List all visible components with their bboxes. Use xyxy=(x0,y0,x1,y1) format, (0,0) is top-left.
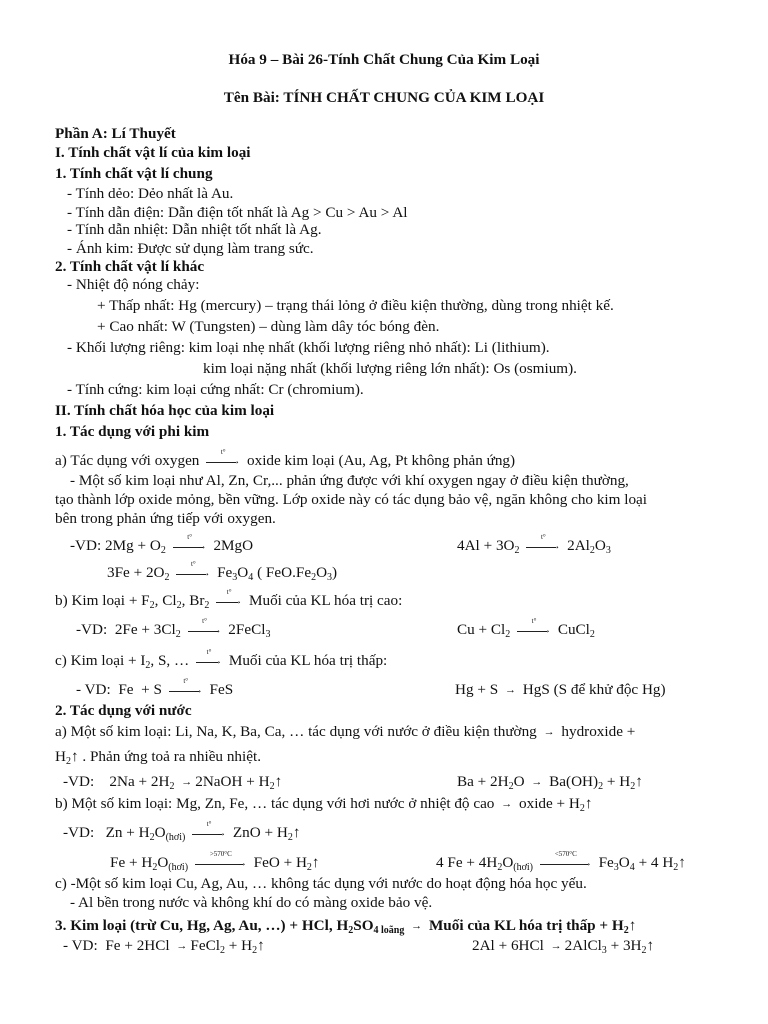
section-2-heading: II. Tính chất hóa học của kim loại xyxy=(55,402,275,419)
equation: - VD: Fe + 2HCl → FeCl$_2$ + $H_2↑$ xyxy=(63,937,265,956)
gas-up-icon: ↑ xyxy=(274,773,283,790)
phys-item: - Tính dẫn điện: Dẫn điện tốt nhất là Ag > Cu > Au > Al xyxy=(67,204,408,221)
water-a-line-2: $H_2↑$ . Phản ứng toả ra nhiều nhiệt. xyxy=(55,748,261,767)
equation: $4Al + 3O_2$ t° → $2Al_2O_3$ xyxy=(457,532,611,556)
heat-arrow-icon: t° → xyxy=(173,542,207,552)
equation: -VD: $2Mg + O_2$ t° → 2MgO xyxy=(70,532,254,556)
heat-arrow-icon: >570°C → xyxy=(195,859,247,869)
oxygen-para-3: bên trong phản ứng tiếp với oxygen. xyxy=(55,510,276,527)
example-label: -VD: xyxy=(63,824,95,841)
density-light: - Khối lượng riêng: kim loại nhẹ nhất (khối lượng riêng nhỏ nhất): Li (lithium). xyxy=(67,339,550,356)
iodine-sulfur-reaction: c) Kim loại + $I_2$, S, … t° → Muối của KL hóa trị thấp: xyxy=(55,647,388,671)
water-b-line: b) Một số kim loại: Mg, Zn, Fe, … tác dụng với hơi nước ở nhiệt độ cao → oxide + $H_2↑$ xyxy=(55,795,593,814)
gas-up-icon: ↑ xyxy=(584,795,593,812)
heat-arrow-icon: t° → xyxy=(206,457,240,467)
arrow-icon: → xyxy=(531,776,543,788)
phys-item: - Ánh kim: Được sử dụng làm trang sức. xyxy=(67,240,314,257)
heat-arrow-icon: <570°C → xyxy=(540,859,592,869)
arrow-icon: → xyxy=(504,684,516,696)
oxygen-para-1: - Một số kim loại như Al, Zn, Cr,... phản ứng được với khí oxygen ngay ở điều kiện thường, xyxy=(70,472,629,489)
melt-high: + Cao nhất: W (Tungsten) – dùng làm dây tóc bóng đèn. xyxy=(97,318,440,335)
section-2-1-heading: 1. Tác dụng với phi kim xyxy=(55,423,210,440)
example-label: -VD: xyxy=(70,537,102,554)
equation: $Ba + 2H_2O \to Ba(OH)_2$ + $H_2↑$ xyxy=(457,773,643,792)
water-c-line-1: c) -Một số kim loại Cu, Ag, Au, … không tác dụng với nước do hoạt động hóa học yếu. xyxy=(55,875,587,892)
equation: 2Al + 6HCl → 2AlCl$_3$ + $3H_2↑$ xyxy=(472,937,655,956)
arrow-icon: → xyxy=(181,776,193,788)
oxygen-para-2: tạo thành lớp oxide mỏng, bền vững. Lớp oxide này có tác dụng bảo vệ, ngăn không cho kim loại xyxy=(55,491,648,508)
section-1-1-heading: 1. Tính chất vật lí chung xyxy=(55,165,213,182)
gas-up-icon: ↑ xyxy=(311,854,320,871)
melt-low: + Thấp nhất: Hg (mercury) – trạng thái lỏng ở điều kiện thường, dùng trong nhiệt kế. xyxy=(97,297,614,314)
gas-up-icon: ↑ xyxy=(646,937,655,954)
equation: -VD: $Zn + H_2O_{(hơi)}$ t° → ZnO + $H_2↑$ xyxy=(63,819,301,843)
part-a-heading: Phần A: Lí Thuyết xyxy=(55,125,176,142)
arrow-icon: → xyxy=(176,940,188,952)
equation: $Cu + Cl_2$ t° → CuCl$_2$ xyxy=(457,616,595,640)
section-2-2-heading: 2. Tác dụng với nước xyxy=(55,702,192,719)
example-label: -VD: xyxy=(76,621,108,638)
lesson-name: TÍNH CHẤT CHUNG CỦA KIM LOẠI xyxy=(283,89,545,106)
halogen-reaction: b) Kim loại + $F_2$, $Cl_2$, $Br_2$ t° → Muối của KL hóa trị cao: xyxy=(55,587,403,611)
equation: 4 $Fe + 4H_2O_{(hơi)}$ <570°C → $Fe_3O_4 + 4$ $H_2↑$ xyxy=(436,849,686,873)
example-label: - VD: xyxy=(76,681,111,698)
phys-item: - Tính dẻo: Dẻo nhất là Au. xyxy=(67,185,234,202)
gas-up-icon: ↑ xyxy=(635,773,643,790)
gas-up-icon: ↑ xyxy=(292,824,301,841)
water-c-line-2: - Al bền trong nước và không khí do có màng oxide bảo vệ. xyxy=(70,894,433,911)
density-heavy: kim loại nặng nhất (khối lượng riêng lớn nhất): Os (osmium). xyxy=(203,360,577,377)
heat-arrow-icon: t° → xyxy=(196,657,222,667)
gas-up-icon: ↑ xyxy=(678,854,686,871)
hardness: - Tính cứng: kim loại cứng nhất: Cr (chromium). xyxy=(67,381,364,398)
doc-title: Hóa 9 – Bài 26-Tính Chất Chung Của Kim Loại xyxy=(228,51,540,68)
equation: -VD: $2Na + 2H_2$ → 2NaOH + $H_2↑$ xyxy=(63,773,283,792)
arrow-icon: → xyxy=(543,726,555,738)
oxygen-text: a) Tác dụng với oxygen xyxy=(55,452,200,469)
equation: - VD: Fe + S t° → FeS xyxy=(76,676,234,698)
lesson-heading xyxy=(0,90,768,105)
gas-up-icon: ↑ xyxy=(257,937,265,954)
hgs-note: (S để khử độc Hg) xyxy=(553,681,666,698)
heat-arrow-icon: t° → xyxy=(188,626,222,636)
heat-arrow-icon: t° → xyxy=(192,829,226,839)
section-1-2-heading: 2. Tính chất vật lí khác xyxy=(55,258,205,275)
example-label: -VD: xyxy=(63,773,95,790)
equation: Hg + S → HgS (S để khử độc Hg) xyxy=(455,681,666,698)
gas-up-icon: ↑ xyxy=(70,748,79,765)
arrow-icon: → xyxy=(550,940,562,952)
heat-arrow-icon: t° → xyxy=(526,542,560,552)
equation: $3Fe + 2O_2$ t° → $Fe_3O_4$ ( $FeO.Fe_2O_3$) xyxy=(107,559,338,583)
example-label: - VD: xyxy=(63,937,98,954)
heat-arrow-icon: t° → xyxy=(169,686,203,696)
gas-up-icon: ↑ xyxy=(628,917,637,934)
melt-label: - Nhiệt độ nóng chảy: xyxy=(67,276,200,293)
equation: -VD: $2Fe + 3Cl_2$ t° → 2FeCl$_3$ xyxy=(76,616,271,640)
equation: $Fe + H_2O_{(hơi)}$ >570°C → FeO + $H_2↑$ xyxy=(110,849,320,873)
oxygen-result: oxide kim loại (Au, Ag, Pt không phản ứng) xyxy=(247,452,516,469)
arrow-icon: → xyxy=(411,920,423,932)
oxygen-reaction xyxy=(55,447,516,469)
heat-arrow-icon: t° → xyxy=(176,569,210,579)
heat-arrow-icon: t° → xyxy=(517,626,551,636)
section-1-heading: I. Tính chất vật lí của kim loại xyxy=(55,144,251,161)
lesson-label: Tên Bài: xyxy=(223,89,284,106)
arrow-icon: → xyxy=(501,798,513,810)
heat-arrow-icon: t° → xyxy=(216,597,242,607)
phys-item: - Tính dẫn nhiệt: Dẫn nhiệt tốt nhất là Ag. xyxy=(67,221,322,238)
section-2-3-heading: 3. Kim loại (trừ Cu, Hg, Ag, Au, …) + HCl, $H_2SO_{4 loãng}$ → Muối của KL hóa trị thấp + $H_2↑$ xyxy=(55,917,637,936)
water-a-line-1: a) Một số kim loại: Li, Na, K, Ba, Ca, … tác dụng với nước ở điều kiện thường → hydroxide + xyxy=(55,723,636,740)
